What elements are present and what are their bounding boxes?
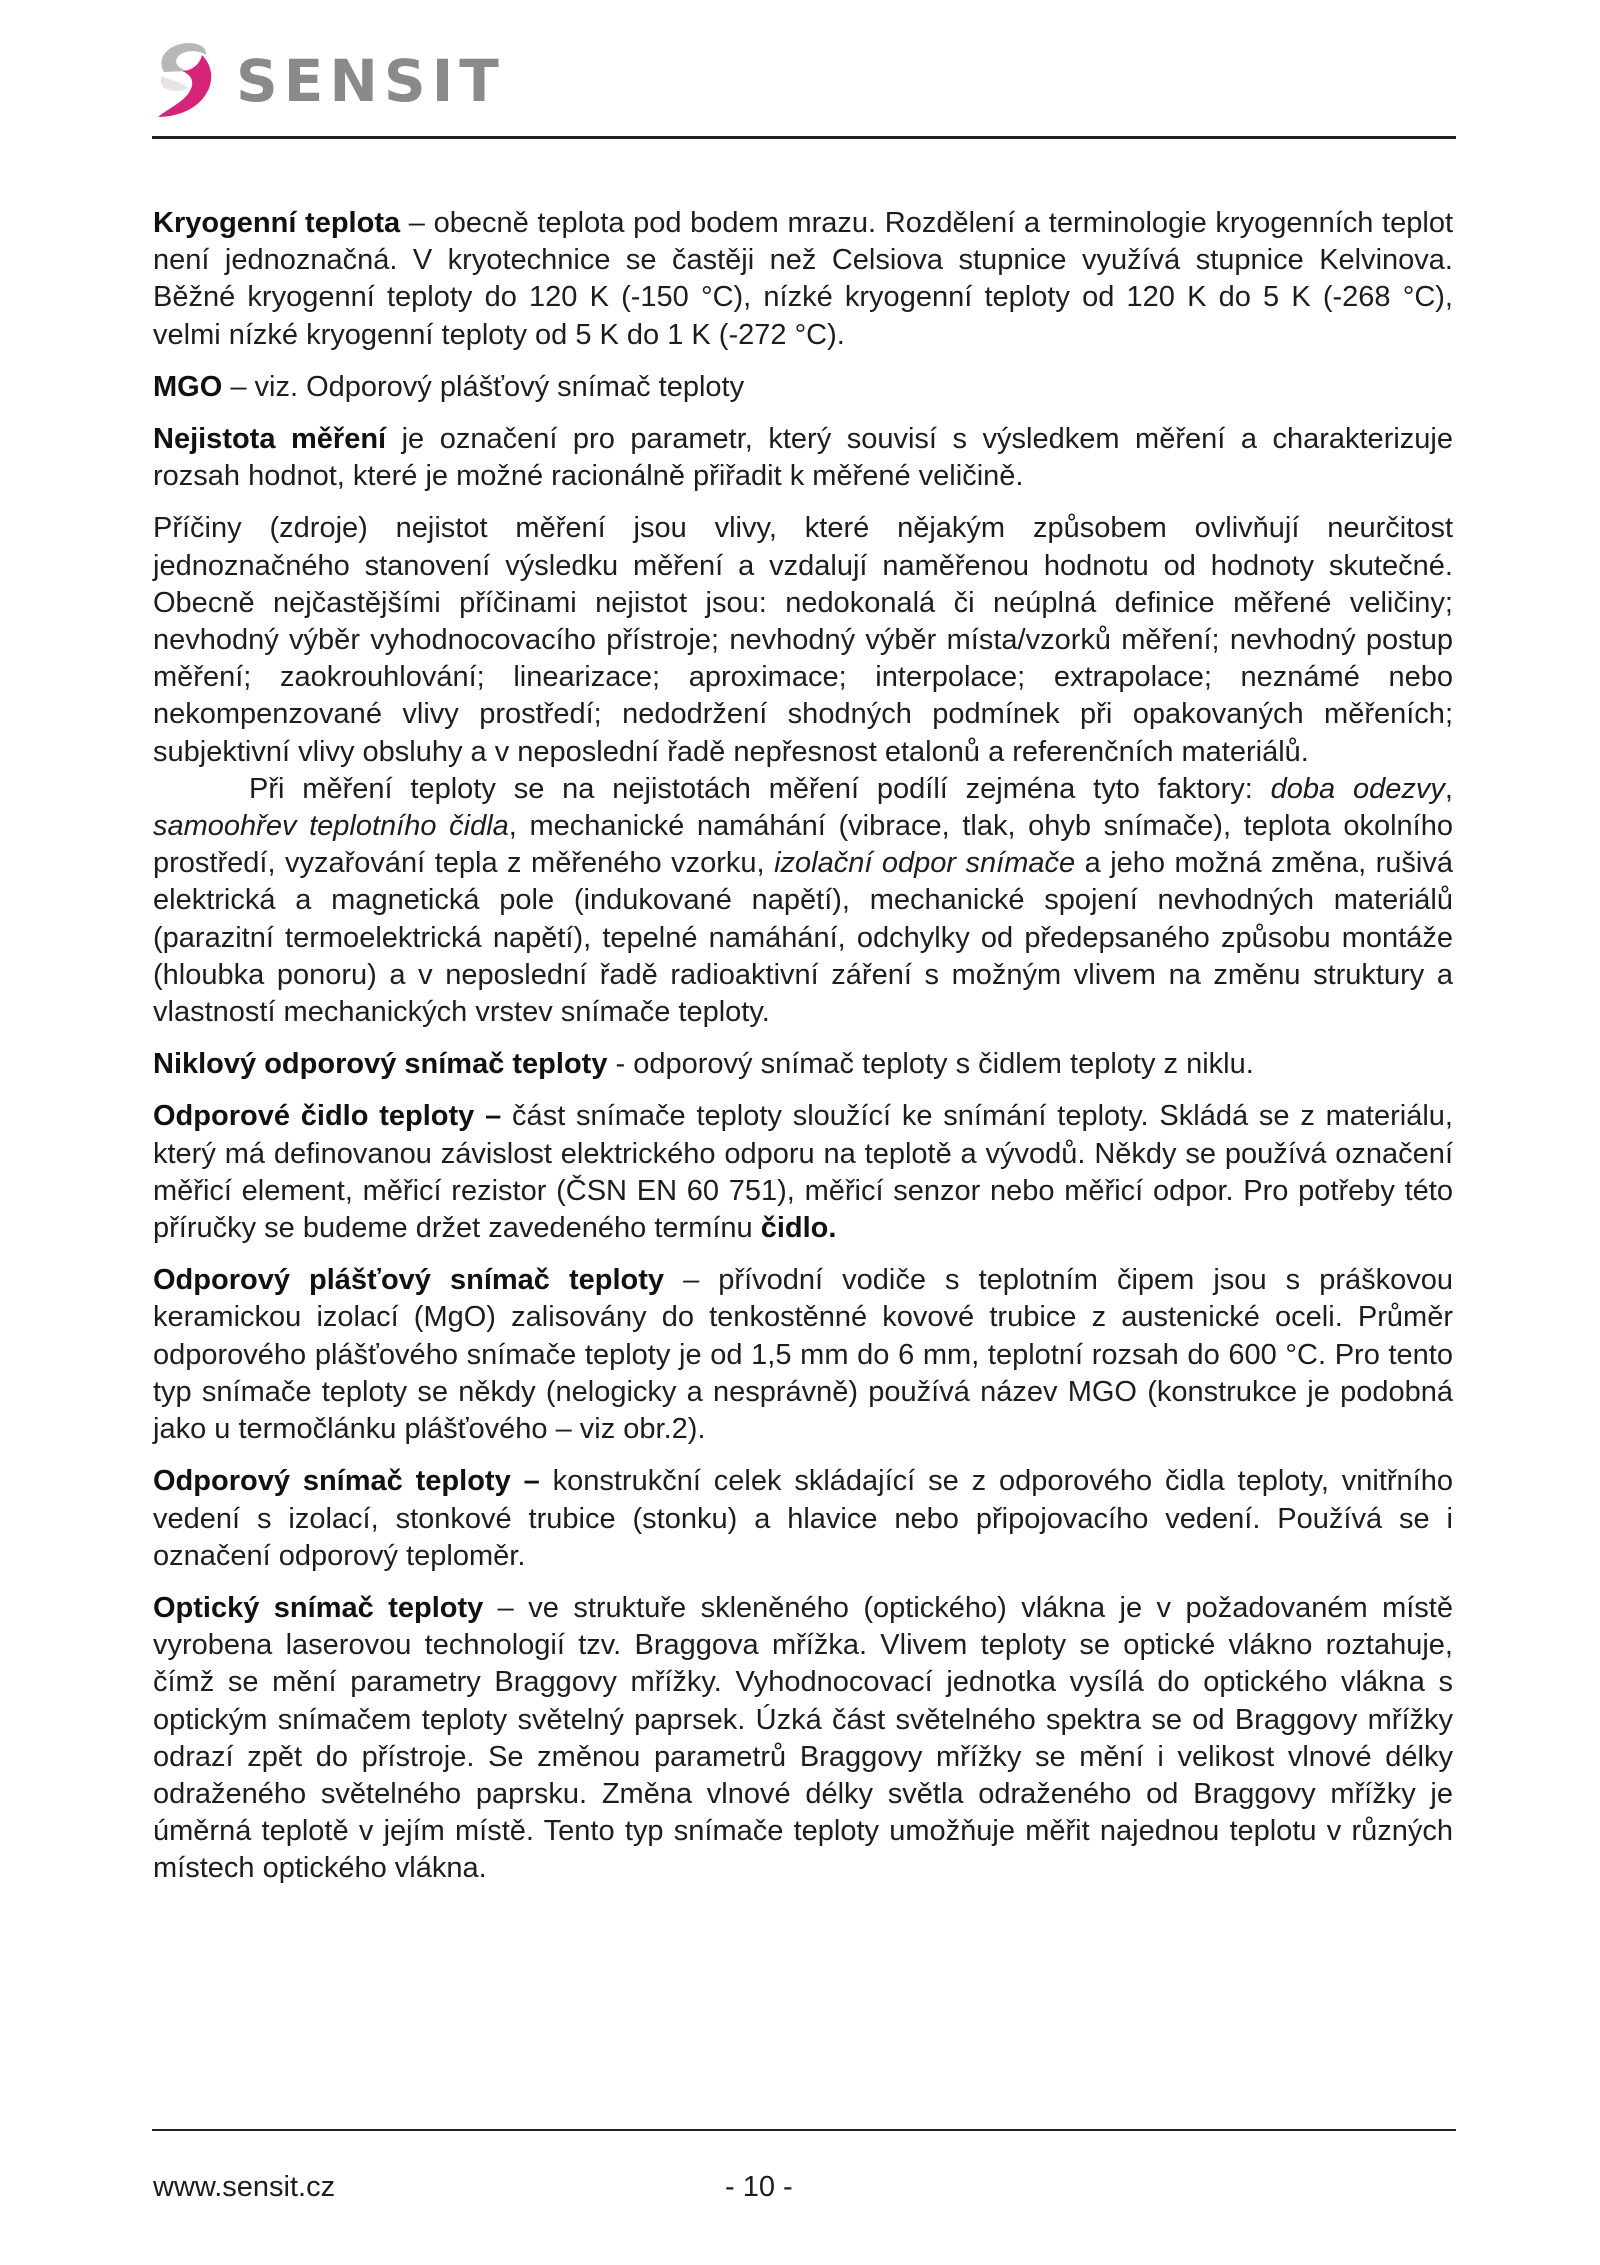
body-text: – ve struktuře skleněného (optického) vlákna je v požadovaném místě vyrobena laserovou technologií tzv. Braggova mřížka. Vlivem teploty se optické vlákno roztahuje, čímž se mění parametry Braggovy mřížky. Vyhodnocovací jednotka vysílá do optického vlákna s optickým snímačem teploty světelný paprsek. Úzká část světelného spektra se od Braggovy mřížky odrazí zpět do přístroje. Se změnou parametrů Braggovy mřížky se mění i velikost vlnové délky odraženého světelného paprsku. Změna vlnové délky světla odraženého od Braggovy mřížky je úměrná teplotě v jejím místě. Tento typ snímače teploty umožňuje měřit najednou teplotu v různých místech optického vlákna. xyxy=(153,1591,1453,1885)
emphasis-text: doba odezvy xyxy=(1270,772,1445,805)
term-heading: Odporový plášťový snímač teploty xyxy=(153,1264,665,1297)
body-text: – viz. Odporový plášťový snímač teploty xyxy=(222,370,745,403)
term-heading: čidlo. xyxy=(760,1212,837,1245)
body-text: – obecně teplota pod bodem mrazu. Rozdělení a terminologie kryogenních teplot není jednoznačná. V kryotechnice se častěji než Celsiova stupnice využívá stupnice Kelvinova. Běžné kryogenní teploty do 120 K (-150 °C), nízké kryogenní teploty od 120 K do 5 K (-268 °C), velmi nízké kryogenní teploty od 5 K do 1 K (-272 °C). xyxy=(153,207,1454,351)
emphasis-text: samoohřev teplotního čidla xyxy=(153,810,509,843)
term-heading: Nejistota měření xyxy=(153,423,387,456)
glossary-paragraph xyxy=(153,1590,1453,1888)
glossary-paragraph xyxy=(153,1262,1453,1448)
glossary-paragraph xyxy=(153,369,1453,406)
page-header xyxy=(152,30,1456,142)
term-heading: Odporový snímač teploty – xyxy=(153,1465,540,1498)
footer-divider xyxy=(152,2129,1456,2131)
term-heading: Odporové čidlo teploty – xyxy=(153,1100,502,1133)
glossary-paragraph xyxy=(153,1046,1453,1083)
glossary-paragraph xyxy=(153,771,1453,1031)
term-heading: MGO xyxy=(153,370,223,403)
emphasis-text: izolační odpor snímače xyxy=(774,847,1076,880)
body-text: Příčiny (zdroje) nejistot měření jsou vlivy, které nějakým způsobem ovlivňují neurčitost jednoznačného stanovení výsledku měření a vzdalují naměřenou hodnotu od hodnoty skutečné. Obecně nejčastějšími příčinami nejistot jsou: nedokonalá či neúplná definice měřené veličiny; nevhodný výběr vyhodnocovacího přístroje; nevhodný výběr místa/vzorků měření; nevhodný postup měření; zaokrouhlování; linearizace; aproximace; interpolace; extrapolace; neznámé nebo nekompenzované vlivy prostředí; nedodržení shodných podmínek při opakovaných měřeních; subjektivní vlivy obsluhy a v neposlední řadě nepřesnost etalonů a referenčních materiálů. xyxy=(153,512,1453,768)
term-heading: Optický snímač teploty xyxy=(153,1591,484,1624)
body-text: konstrukční celek skládající se z odporového čidla teploty, vnitřního vedení s izolací, stonkové trubice (stonku) a hlavice nebo připojovacího vedení. Používá se i označení odporový teploměr. xyxy=(153,1465,1453,1572)
glossary-paragraph xyxy=(153,421,1453,495)
body-text: , mechanické namáhání (vibrace, tlak, ohyb snímače), teplota okolního prostředí, vyzařování tepla z měřeného vzorku, xyxy=(153,810,1453,880)
body-text: , xyxy=(1444,772,1453,805)
body-text: je označení pro parametr, který souvisí s výsledkem měření a charakterizuje rozsah hodnot, které je možné racionálně přiřadit k měřené veličině. xyxy=(153,423,1453,493)
glossary-paragraph xyxy=(153,1463,1453,1575)
glossary-paragraph xyxy=(153,205,1453,354)
glossary-paragraph xyxy=(153,1098,1453,1247)
glossary-paragraph xyxy=(153,510,1453,770)
footer-website: www.sensit.cz xyxy=(153,2171,336,2203)
term-heading: Niklový odporový snímač teploty xyxy=(153,1048,608,1081)
glossary-text xyxy=(153,205,1453,1903)
term-heading: Kryogenní teplota xyxy=(153,207,401,239)
body-text: a jeho možná změna, rušivá elektrická a magnetická pole (indukované napětí), mechanické spojení nevhodných materiálů (parazitní termoelektrická napětí), tepelné namáhání, odchylky od předepsaného způsobu montáže (hloubka ponoru) a v neposlední řadě radioaktivní záření s možným vlivem na změnu struktury a vlastností mechanických vrstev snímače teploty. xyxy=(153,847,1453,1029)
body-text: Při měření teploty se na nejistotách měření podílí zejména tyto faktory: xyxy=(249,772,1271,805)
page-number: - 10 - xyxy=(725,2171,793,2203)
sensit-logo-icon xyxy=(152,38,216,120)
body-text: - odporový snímač teploty s čidlem teploty z niklu. xyxy=(607,1048,1254,1081)
brand-name: SENSIT xyxy=(236,47,505,115)
body-text: část snímače teploty sloužící ke snímání teploty. Skládá se z materiálu, který má definovanou závislost elektrického odporu na teplotě a vývodů. Někdy se používá označení měřicí element, měřicí rezistor (ČSN EN 60 751), měřicí senzor nebo měřicí odpor. Pro potřeby této příručky se budeme držet zavedeného termínu xyxy=(153,1100,1453,1245)
header-divider xyxy=(152,136,1456,139)
body-text: – přívodní vodiče s teplotním čipem jsou s práškovou keramickou izolací (MgO) zalisovány do tenkostěnné kovové trubice z austenické oceli. Průměr odporového plášťového snímače teploty je od 1,5 mm do 6 mm, teplotní rozsah do 600 °C. Pro tento typ snímače teploty se někdy (nelogicky a nesprávně) používá název MGO (konstrukce je podobná jako u termočlánku plášťového – viz obr.2). xyxy=(153,1264,1453,1446)
